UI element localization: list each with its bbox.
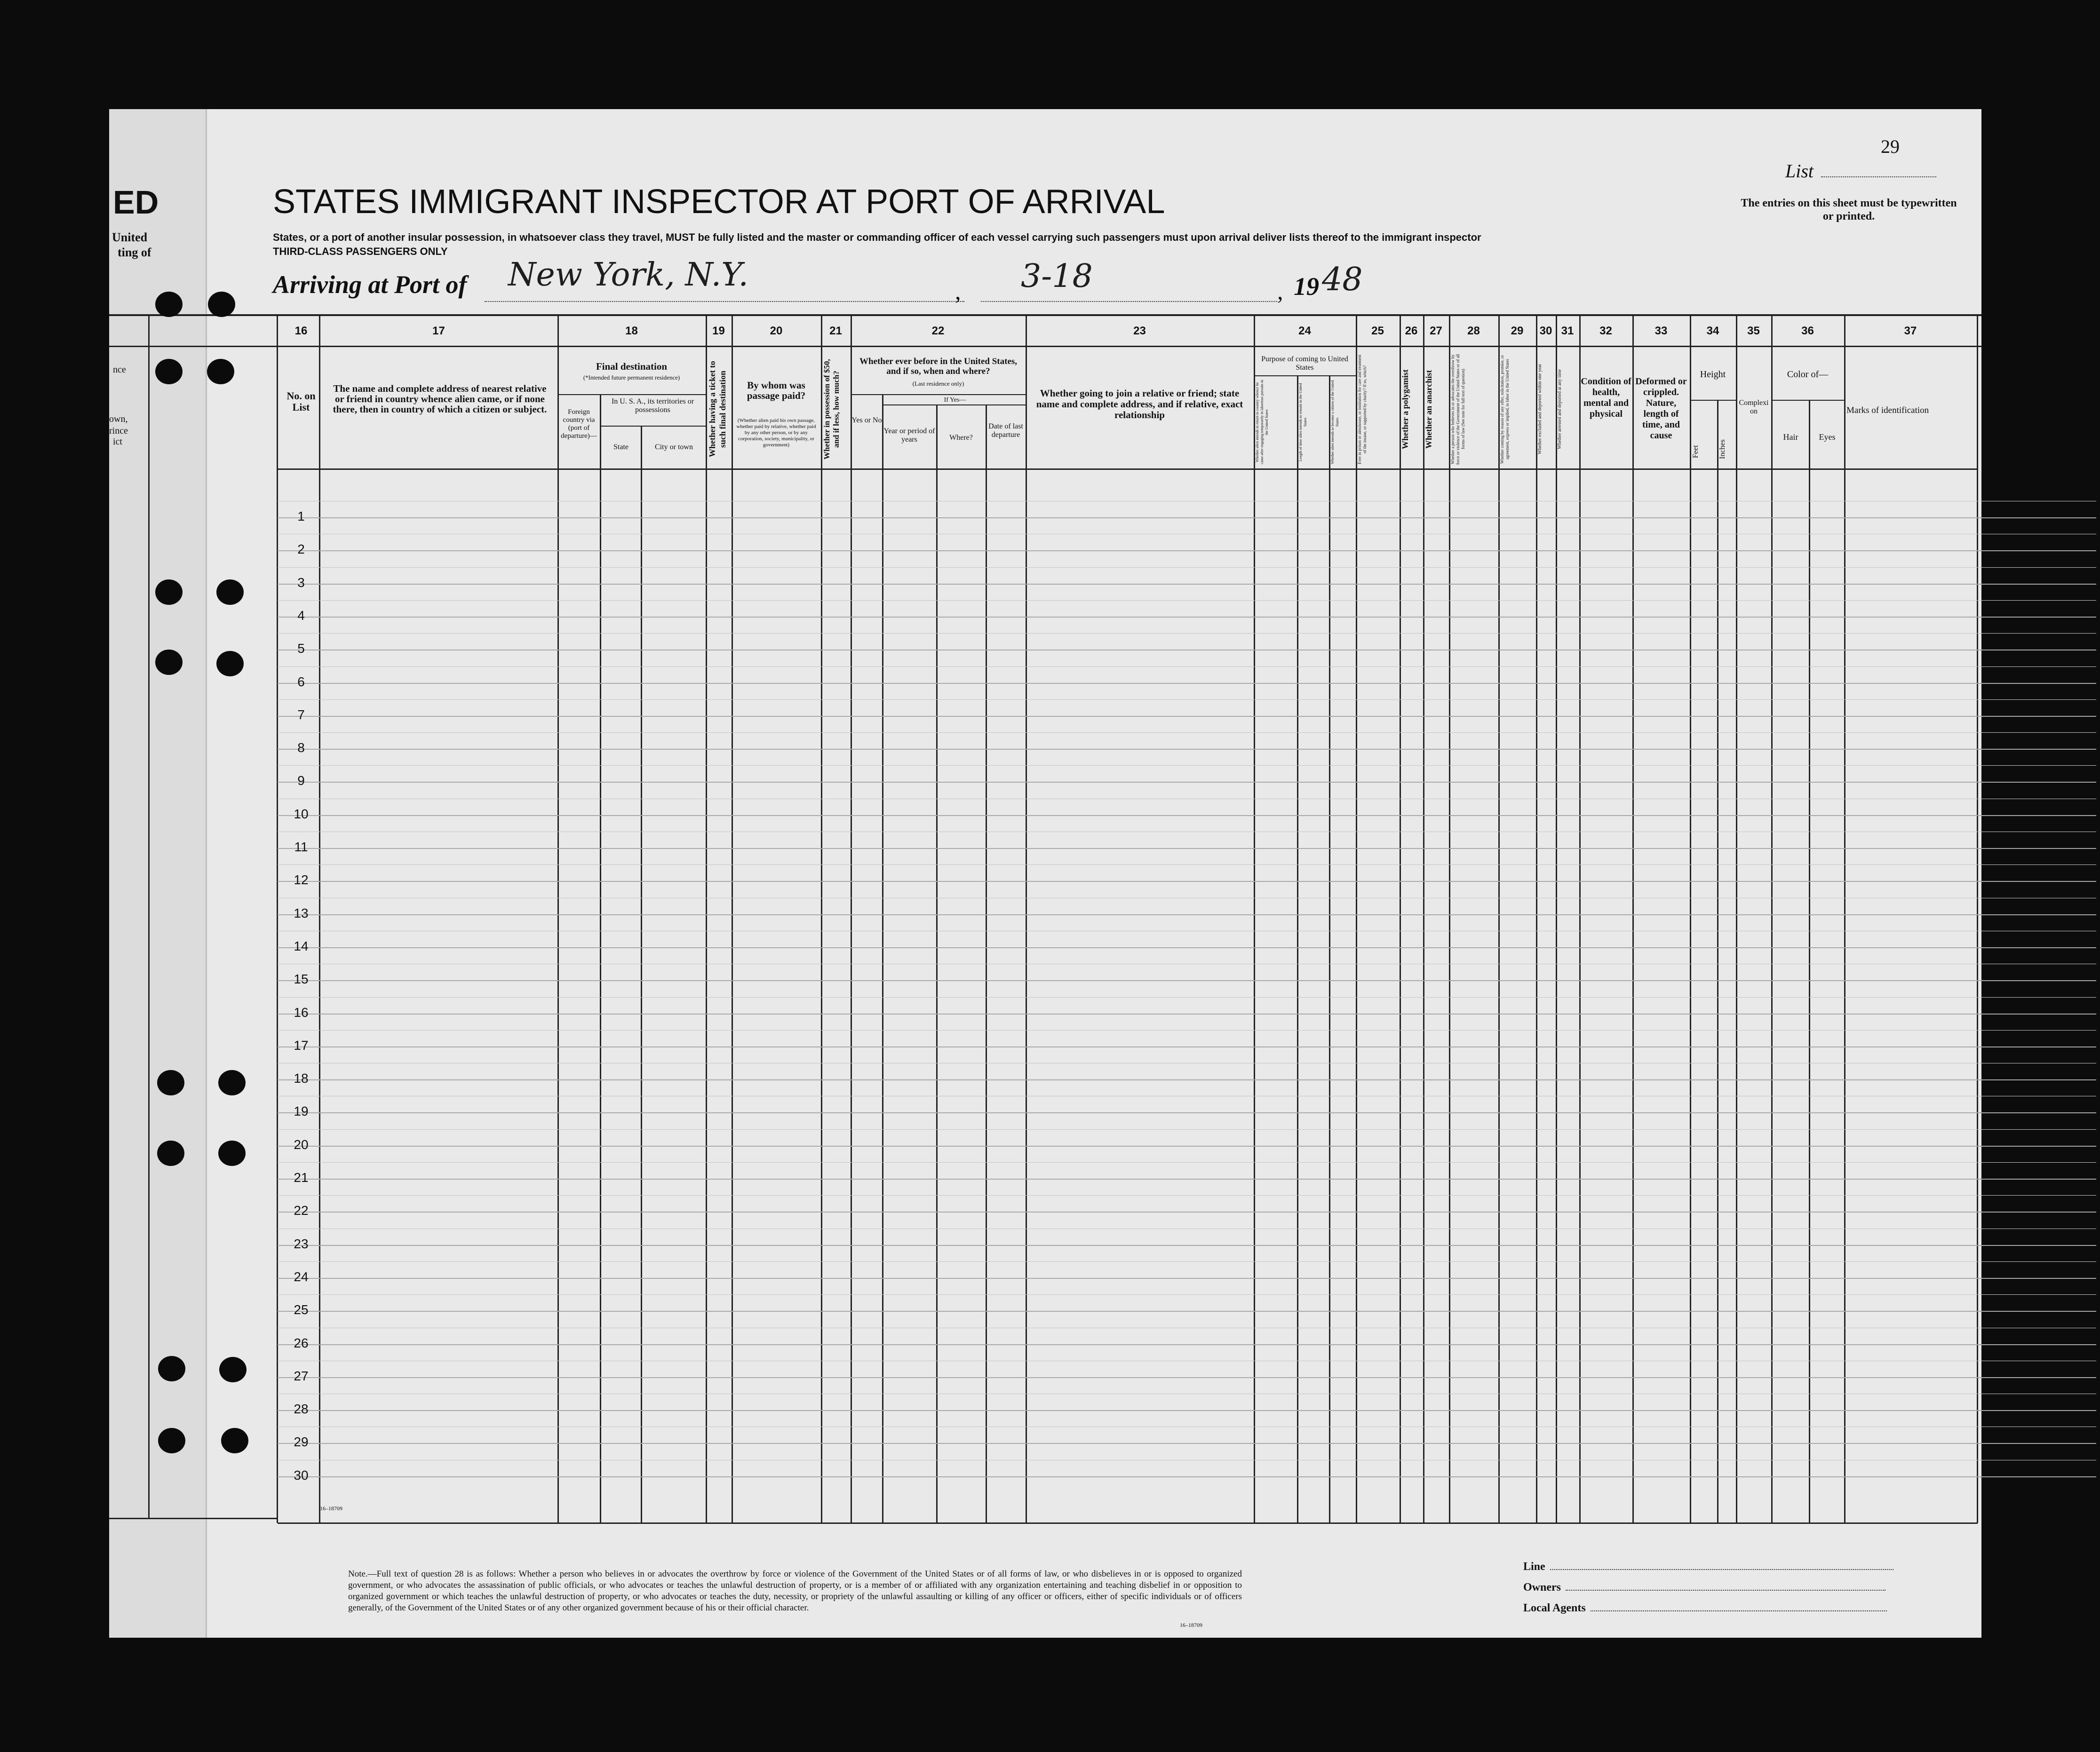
col-line — [1632, 314, 1634, 1523]
header-where: Where? — [949, 434, 973, 442]
header-city-town: City or town — [655, 443, 693, 451]
col-number-27: 27 — [1430, 325, 1442, 337]
table-row — [278, 517, 2096, 518]
table-row — [278, 1377, 2096, 1378]
footer-owners-text: Owners — [1523, 1581, 1561, 1593]
table-row — [278, 584, 2096, 585]
col-number-35: 35 — [1747, 325, 1760, 337]
binding-strip — [109, 109, 207, 1638]
col-line — [851, 314, 852, 1523]
port-handwritten: New York, N.Y. — [508, 256, 748, 293]
left-fragment-ict: ict — [113, 436, 122, 447]
col-line — [882, 395, 883, 1523]
table-row — [278, 617, 2096, 618]
row-subline — [278, 699, 2096, 700]
left-fragment-nce: nce — [113, 365, 126, 375]
table-row — [278, 683, 2096, 684]
col-number-18: 18 — [625, 325, 638, 337]
col-number-25: 25 — [1371, 325, 1384, 337]
binder-hole — [155, 359, 183, 384]
col-line — [1297, 376, 1298, 1523]
footer-agents-label — [1523, 1602, 1887, 1615]
header-purpose: Purpose of coming to United States — [1261, 355, 1348, 372]
table-row — [278, 550, 2096, 551]
header-year-period: Year or period of years — [883, 427, 935, 444]
left-fragment-ting: ting of — [118, 246, 151, 259]
col-line — [1556, 314, 1557, 1523]
row-number: 19 — [294, 1104, 309, 1118]
row-subline — [278, 765, 2096, 766]
row-number: 18 — [294, 1071, 309, 1086]
col-line — [1498, 314, 1500, 1523]
row-subline — [278, 864, 2096, 865]
col-number-23: 23 — [1133, 325, 1146, 337]
row-subline — [278, 600, 2096, 601]
table-row — [278, 782, 2096, 783]
footer-agents-text: Local Agents — [1523, 1602, 1586, 1614]
header-if-yes: If Yes— — [944, 396, 966, 404]
header-polygamist: Whether a polygamist — [1400, 369, 1410, 449]
page-title: STATES IMMIGRANT INSPECTOR AT PORT OF ARRIVAL — [273, 183, 1165, 221]
col-number-36: 36 — [1801, 325, 1814, 337]
row-number: 27 — [294, 1369, 309, 1383]
col-line — [1579, 314, 1581, 1523]
table-row — [278, 1014, 2096, 1015]
col-line — [1254, 314, 1255, 1523]
col-number-31: 31 — [1561, 325, 1574, 337]
col-line — [600, 395, 601, 1523]
header-length-of-stay: Length of time alien intends to remain in the United States — [1298, 383, 1307, 461]
table-row — [278, 914, 2096, 915]
col-number-24: 24 — [1298, 325, 1311, 337]
header-ever-before-us: Whether ever before in the United States, and if so, when and where? — [859, 357, 1018, 376]
header-condition-health: Condition of health, mental and physical — [1581, 376, 1631, 419]
left-table-bottom — [109, 1518, 278, 1519]
col-line — [1449, 314, 1450, 1523]
row-number: 24 — [294, 1269, 309, 1284]
row-subline — [278, 633, 2096, 634]
col-line — [1977, 314, 1978, 1523]
col-line — [1400, 314, 1401, 1523]
third-class-label: THIRD-CLASS PASSENGERS ONLY — [273, 246, 448, 257]
col-line — [821, 314, 822, 1523]
footer-owners-underline — [1566, 1590, 1885, 1591]
footer-agents-underline — [1591, 1610, 1887, 1611]
col-number-34: 34 — [1706, 325, 1719, 337]
rule-c34-title — [1690, 400, 1736, 401]
binder-hole — [218, 1141, 246, 1166]
row-subline — [278, 732, 2096, 733]
col-line — [1026, 314, 1027, 1523]
rule-c24-title — [1254, 375, 1356, 376]
binder-hole — [157, 1141, 184, 1166]
left-fragment-own: own, — [109, 414, 128, 424]
header-yes-no: Yes or No — [851, 416, 882, 424]
table-row — [278, 1311, 2096, 1312]
binder-hole — [221, 1428, 248, 1453]
rule-c18-usa — [600, 426, 706, 427]
col-line — [706, 314, 707, 1523]
table-row — [278, 1212, 2096, 1213]
header-passage-paid-sub: (Whether alien paid his own passage, whether paid by relative, whether paid by any other person, or by any corporation, society, municipality, or government) — [736, 418, 816, 448]
row-number: 29 — [294, 1435, 309, 1449]
manifest-sheet — [109, 109, 1981, 1638]
row-number: 23 — [294, 1237, 309, 1251]
col-line — [1329, 376, 1330, 1523]
col-line — [277, 314, 278, 1523]
table-row — [278, 1179, 2096, 1180]
table-bottom-rule — [278, 1522, 1978, 1524]
row-number: 14 — [294, 939, 309, 953]
table-top-rule — [109, 314, 1981, 316]
col-line — [1423, 314, 1424, 1523]
row-subline — [278, 567, 2096, 568]
col-line — [1717, 400, 1718, 1523]
header-join-relative: Whether going to join a relative or friend; state name and complete address, and if relative, exact relationship — [1036, 388, 1243, 420]
binder-hole — [208, 292, 235, 317]
comma-1: , — [955, 278, 961, 304]
list-underline — [1821, 176, 1936, 177]
table-row — [278, 980, 2096, 981]
row-number: 15 — [294, 972, 309, 986]
page-subtitle: States, or a port of another insular possession, in whatsoever class they travel, MUST be fully listed and the master or commanding officer of each vessel carrying such passengers must upon arrival deliver lists thereof to the immigrant inspector — [273, 231, 1481, 243]
left-fragment-ed: ED — [113, 184, 159, 221]
arriving-label: Arriving at Port of — [273, 270, 467, 299]
header-feet: Feet — [1692, 445, 1700, 458]
row-number: 20 — [294, 1137, 309, 1152]
binder-hole — [219, 1357, 247, 1382]
table-number-rule — [109, 346, 1981, 347]
table-row — [278, 1079, 2096, 1080]
table-row — [278, 1112, 2096, 1113]
header-height: Height — [1700, 369, 1726, 380]
row-number: 28 — [294, 1402, 309, 1416]
table-header-bottom-rule — [278, 468, 1978, 470]
col-number-28: 28 — [1467, 325, 1480, 337]
table-row — [278, 1344, 2096, 1345]
col-number-19: 19 — [712, 325, 725, 337]
row-number: 22 — [294, 1203, 309, 1218]
row-number: 30 — [294, 1468, 309, 1482]
footer-note: Note.—Full text of question 28 is as follows: Whether a person who believes in or advocates the overthrow by force or violence of the Government of the United States or of all forms of law, or who disbelieves in or is opposed to organized government, or who advocates the assassination of public officials, or who advocates or teaches the unlawful destruction of property, or is a member of or affiliated with any organization entertaining and teaching disbelief in or opposition to organized government or which teaches the unlawful destruction of property, or who advocates or teaches the duty, necessity, or propriety of the unlawful assaulting or killing of any officer or officers, either of specific individuals or of officers generally, of the Government of the United States or of any other organized government because of his or their official character. — [348, 1569, 1242, 1613]
col-line — [148, 314, 150, 1519]
header-ticket: Whether having a ticket to such final destination — [708, 361, 727, 458]
table-row — [278, 1443, 2096, 1444]
left-fragment-united: United — [112, 230, 148, 244]
row-number: 9 — [297, 773, 305, 788]
col-line — [732, 314, 733, 1523]
row-subline — [278, 997, 2096, 998]
header-passage-paid: By whom was passage paid? — [747, 380, 806, 401]
binder-hole — [207, 359, 234, 384]
row-number: 17 — [294, 1038, 309, 1053]
table-row — [278, 749, 2096, 750]
col-number-29: 29 — [1511, 325, 1524, 337]
binder-hole — [155, 650, 183, 675]
comma-2: , — [1277, 278, 1283, 304]
table-row — [278, 848, 2096, 849]
form-code: 16–18709 — [320, 1505, 342, 1512]
binder-hole — [216, 651, 244, 676]
table-row — [278, 1278, 2096, 1279]
footer-note-code: 16–18709 — [1180, 1622, 1202, 1628]
col-line — [557, 314, 559, 1523]
row-number: 26 — [294, 1336, 309, 1350]
header-become-citizen: Whether alien intends to become a citizen of the United States — [1330, 380, 1339, 464]
header-inches: Inches — [1718, 439, 1726, 459]
date-handwritten: 3-18 — [1021, 258, 1093, 295]
page-number: 29 — [1881, 136, 1900, 157]
typewritten-note: The entries on this sheet must be typewritten or printed. — [1741, 197, 1957, 222]
year-handwritten: 48 — [1322, 261, 1363, 298]
row-number: 12 — [294, 872, 309, 887]
row-number: 5 — [297, 641, 305, 656]
row-number: 11 — [294, 840, 308, 854]
binder-hole — [158, 1428, 185, 1453]
row-number: 1 — [297, 509, 305, 523]
header-complexion: Complexion — [1739, 399, 1769, 415]
table-row — [278, 815, 2096, 816]
header-color-of: Color of— — [1787, 369, 1829, 380]
col-number-22: 22 — [931, 325, 945, 337]
header-anarchist: Whether an anarchist — [1424, 370, 1433, 449]
header-excluded: Whether excluded and deported within one year — [1537, 364, 1543, 455]
row-number: 16 — [294, 1005, 309, 1020]
table-row — [278, 716, 2096, 717]
header-foreign-country: Foreign country via (port of departure)— — [561, 408, 597, 440]
row-number: 7 — [297, 707, 305, 722]
binder-hole — [157, 1070, 184, 1095]
header-labor-offer: Whether coming by reason of any offer, solicitation, promise, or agreement, express or implied, to labor in the United States — [1500, 355, 1510, 464]
col-number-37: 37 — [1904, 325, 1917, 337]
header-deformed: Deformed or crippled. Nature, length of time, and cause — [1635, 376, 1687, 441]
footer-owners-label — [1523, 1581, 1885, 1594]
col-line — [1356, 314, 1357, 1523]
row-subline — [278, 1162, 2096, 1163]
col-number-32: 32 — [1599, 325, 1612, 337]
col-line — [1736, 314, 1737, 1523]
col-number-26: 26 — [1405, 325, 1418, 337]
header-fifty-dollars: Whether in possession of $50, and if less, how much? — [822, 359, 841, 460]
table-row — [278, 947, 2096, 948]
col-number-21: 21 — [829, 325, 842, 337]
row-subline — [278, 1261, 2096, 1262]
header-arrested: Whether arrested and deported at any time — [1557, 369, 1562, 449]
col-line — [1844, 314, 1845, 1523]
header-prison: Ever in prison or almshouse, or institution for care and treatment of the insane, or supported by charity? If so, which? — [1357, 354, 1367, 464]
col-number-30: 30 — [1539, 325, 1552, 337]
binder-hole — [216, 579, 244, 605]
table-row — [278, 1476, 2096, 1477]
table-row — [278, 881, 2096, 882]
port-underline — [485, 301, 964, 302]
table-row — [278, 1410, 2096, 1411]
row-number: 8 — [297, 740, 305, 755]
table-row — [278, 1046, 2096, 1047]
header-final-destination-sub: (*Intended future permanent residence) — [583, 374, 680, 381]
row-number: 10 — [294, 807, 309, 821]
header-return-country: Whether alien intends to return to country whence he came after engaging temporarily in laborious pursuits in the United States — [1255, 380, 1269, 465]
col-number-17: 17 — [432, 325, 445, 337]
date-underline — [981, 301, 1277, 302]
row-subline — [278, 1195, 2096, 1196]
footer-line-text: Line — [1523, 1561, 1545, 1573]
row-number: 13 — [294, 906, 309, 920]
header-last-residence: (Last residence only) — [912, 380, 964, 387]
footer-line-label — [1523, 1561, 1893, 1573]
row-subline — [278, 1129, 2096, 1130]
left-fragment-rince: rince — [109, 426, 128, 436]
col-line — [1690, 314, 1691, 1523]
row-number: 4 — [297, 608, 305, 623]
table-row — [278, 1245, 2096, 1246]
row-number: 25 — [294, 1302, 309, 1317]
header-state: State — [613, 443, 628, 451]
row-number: 3 — [297, 575, 305, 590]
rule-c36-title — [1771, 400, 1844, 401]
list-label — [1785, 160, 1936, 182]
row-number: 21 — [294, 1170, 309, 1185]
col-line — [1809, 400, 1810, 1523]
list-label-text: List — [1785, 160, 1814, 182]
header-nearest-relative: The name and complete address of nearest relative or friend in country whence alien came, or if none there, then in country of which a citizen or subject. — [333, 383, 547, 415]
header-eyes: Eyes — [1819, 432, 1836, 442]
binder-hole — [218, 1070, 246, 1095]
header-hair: Hair — [1783, 432, 1798, 442]
binder-hole — [155, 579, 183, 605]
row-number: 2 — [297, 542, 305, 556]
header-final-destination: Final destination — [596, 361, 668, 372]
header-last-departure: Date of last departure — [988, 422, 1023, 439]
header-in-usa: In U. S. A., its territories or possessions — [611, 397, 694, 414]
header-no-on-list: No. on List — [286, 390, 316, 413]
header-marks-identification: Marks of identification — [1846, 405, 1929, 415]
footer-line-underline — [1550, 1569, 1893, 1570]
binder-hole — [155, 292, 183, 317]
col-line — [1771, 314, 1773, 1523]
col-number-20: 20 — [770, 325, 783, 337]
col-line — [641, 426, 642, 1523]
header-overthrow: Whether a person who believes in or advocates the overthrow by force or violence of the Government of the United States or of all forms of law (See note for full text of question) — [1450, 354, 1465, 465]
col-line — [1536, 314, 1537, 1523]
row-subline — [278, 1294, 2096, 1295]
col-number-16: 16 — [294, 325, 308, 337]
row-number: 6 — [297, 674, 305, 689]
year-prefix: 19 — [1294, 272, 1319, 301]
row-subline — [278, 666, 2096, 667]
rule-c18-title — [557, 394, 706, 395]
row-subline — [278, 1030, 2096, 1031]
table-row — [278, 1146, 2096, 1147]
binder-hole — [158, 1356, 185, 1381]
col-number-33: 33 — [1655, 325, 1668, 337]
